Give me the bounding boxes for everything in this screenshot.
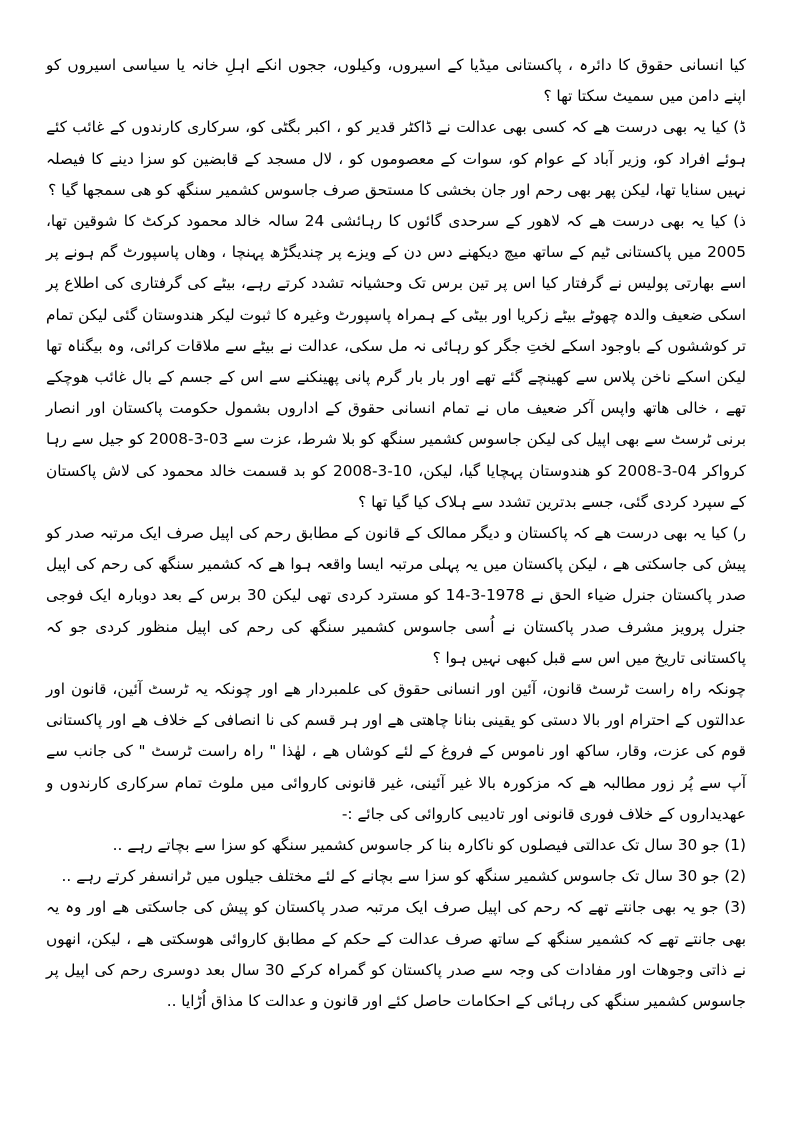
document-page xyxy=(46,50,746,1017)
demand-item-2: (2) جو 30 سال تک جاسوس کشمیر سنگھ کو سزا سے بچانے کے لئے مختلف جیلوں میں ٹرانسفر کرتے رہے .. xyxy=(61,867,746,886)
demand-item-3: (3) جو یہ بھی جانتے تھے کہ رحم کی اپیل صرف ایک مرتبہ صدر پاکستان کو پیش کی جاسکتی ھے اور وہ یہ بھی جانتے تھے کہ کشمیر سنگھ کے ساتھ صرف عدالت کے حکم کے مطابق کاروائی ھوسکتی ھے ، لیکن، انھوں نے ذاتی وجوھات اور مفادات کی وجہ سے صدر پاکستان کو گمراہ کرکے 30 سال بعد دوسری رحم کی اپیل پر جاسوس کشمیر سنگھ کی رہائی کے احکامات حاصل کئے اور قانون و عدالت کا مذاق اُڑایا .. xyxy=(46,898,746,1011)
paragraph-question-r: ر) کیا یہ بھی درست ھے کہ پاکستان و دیگر ممالک کے قانون کے مطابق رحم کی اپیل صرف ایک مرتبہ صدر کو پیش کی جاسکتی ھے ، لیکن پاکستان میں یہ پہلی مرتبہ ایسا واقعہ ہوا ھے کہ کشمیر سنگھ کی رحم کی اپیل صدر پاکستان جنرل ضیاء الحق نے 1978-3-14 کو مسترد کردی تھی لیکن 30 برس کے بعد دوبارہ ایک فوجی جنرل پرویز مشرف صدر پاکستان نے اُسی جاسوس کشمیر سنگھ کی رحم کی اپیل منظور کردی جو کہ پاکستانی تاریخ میں اس سے قبل کبھی نہیں ہوا ؟ xyxy=(46,524,746,667)
paragraph-human-rights-question: کیا انسانی حقوق کا دائرہ ، پاکستانی میڈیا کے اسیروں، وکیلوں، ججوں انکے اہلِ خانہ یا سیاسی اسیروں کو اپنے دامن میں سمیٹ سکتا تھا ؟ xyxy=(46,56,746,106)
paragraph-trust-demand: چونکہ راہ راست ٹرسٹ قانون، آئین اور انسانی حقوق کی علمبردار ھے اور چونکہ یہ ٹرسٹ آئین، قانون اور عدالتوں کے احترام اور بالا دستی کو یقینی بنانا چاھتی ھے اور ہر قسم کی نا انصافی کے خلاف ھے اور پاکستانی قوم کی عزت، وقار، ساکھ اور ناموس کے فروغ کے لئے کوشاں ھے ، لھٰذا " راہ راست ٹرسٹ " کی جانب سے آپ سے پُر زور مطالبہ ھے کہ مزکورہ بالا غیر آئینی، غیر قانونی کاروائی میں ملوث تمام سرکاری کارندوں و عھدیداروں کے خلاف فوری قانونی اور تادیبی کاروائی کی جائے :- xyxy=(46,680,746,823)
demand-item-1: (1) جو 30 سال تک عدالتی فیصلوں کو ناکارہ بنا کر جاسوس کشمیر سنگھ کو سزا سے بچاتے رہے .. xyxy=(112,836,746,855)
paragraph-question-dh: ذ) کیا یہ بھی درست ھے کہ لاھور کے سرحدی گائوں کا رہائشی 24 سالہ خالد محمود کرکٹ کا شوقین تھا، 2005 میں پاکستانی ٹیم کے ساتھ میچ دیکھنے دس دن کے ویزے پر چندیگڑھ پہنچا ، وھاں پاسپورٹ گم ہونے پر اسے بھارتی پولیس نے گرفتار کیا اس پر تین برس تک وحشیانہ تشدد کرتے رہے، بیٹے کی گرفتاری کی اطلاع پر اسکی ضعیف والدہ چھوٹے بیٹے زکریا اور بیٹی کے ہمراہ پاسپورٹ وغیرہ کا ثبوت لیکر ھندوستان گئی لیکن تمام تر کوششوں کے باوجود اسکے لختِ جگر کو رہائی نہ مل سکی، عدالت نے بیٹے سے ملاقات کرائی، وہ بیگناہ تھا لیکن اسکے ناخن پلاس سے کھینچے گئے تھے اور بار بار گرم پانی پھینکنے سے اس کے جسم کے بال غائب ھوچکے تھے ، خالی ھاتھ واپس آکر ضعیف ماں نے تمام انسانی حقوق کے اداروں بشمول حکومت پاکستان اور انصار برنی ٹرسٹ سے بھی اپیل کی لیکن جاسوس کشمیر سنگھ کو بلا شرط، عزت سے 03-3-2008 کو جیل سے رہا کرواکر 04-3-2008 کو ھندوستان پہچایا گیا، لیکن، 10-3-2008 کو بد قسمت خالد محمود کی لاش پاکستان کے سپرد کردی گئی، جسے بدترین تشدد سے ہلاک کیا گیا تھا ؟ xyxy=(46,212,747,511)
paragraph-question-d: ڈ) کیا یہ بھی درست ھے کہ کسی بھی عدالت نے ڈاکٹر قدیر کو ، اکبر بگٹی کو، سرکاری کارندوں کے غائب کئے ہوئے افراد کو، وزیر آباد کے عوام کو، سوات کے معصوموں کو ، لال مسجد کے قابضین کو سزا دینے کا فیصلہ نہیں سنایا تھا، لیکن پھر بھی رحم اور جان بخشی کا مستحق صرف جاسوس کشمیر سنگھ کو ھی سمجھا گیا ؟ xyxy=(46,118,746,199)
